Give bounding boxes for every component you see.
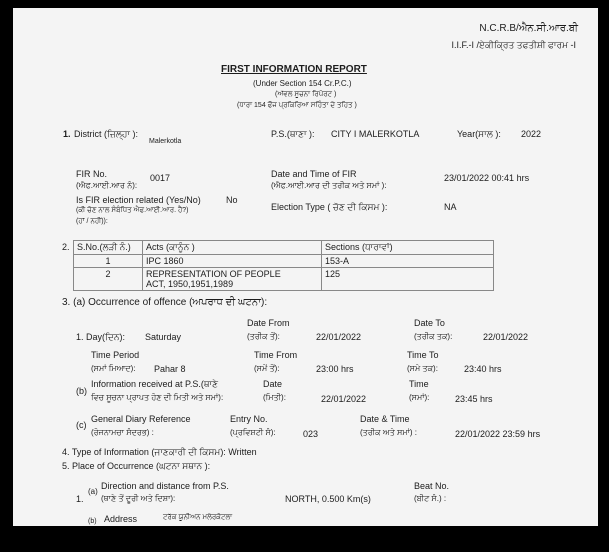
page-title: FIRST INFORMATION REPORT [221,64,367,75]
col-sno: S.No.(ਲੜੀ ਨੰ.) [74,241,143,255]
date-to-punjabi: (ਤਰੀਕ ਤਕ): [414,332,453,341]
info-type: 4. Type of Information (ਜਾਣਕਾਰੀ ਦੀ ਕਿਸਮ): Written [62,447,257,457]
entry-no-label: Entry No. [230,414,268,424]
table-row [74,255,494,268]
time-period-label: Time Period [91,350,140,360]
info-date-label: Date [263,379,283,389]
col-sections: Sections (ਧਾਰਾਵਾਂ) [322,241,494,255]
row-act-line: REPRESENTATION OF PEOPLE [146,269,281,279]
date-to-value: 22/01/2022 [483,332,529,342]
row-act [143,268,322,291]
info-time-punjabi: (ਸਮਾਂ): [409,393,430,402]
fir-no-punjabi: (ਐਫ.ਆਈ.ਆਰ ਨੰ): [76,181,138,190]
place-heading: 5. Place of Occurrence (ਘਟਨਾ ਸਥਾਨ ): [62,461,211,471]
acts-table-header [74,241,494,255]
row-section: 153-A [322,255,494,268]
district-value: Malerkotla [149,138,182,145]
row-sno: 2 [74,268,143,291]
info-received-punjabi: ਵਿਚ ਸੂਚਨਾ ਪ੍ਰਾਪਤ ਹੋਣ ਦੀ ਮਿਤੀ ਅਤੇ ਸਮਾਂ): [91,393,224,402]
info-date-value: 22/01/2022 [321,394,367,404]
fir-document [13,8,598,526]
under-section: (Under Section 154 Cr.P.C.) [253,79,352,88]
fir-no-label: FIR No. [76,169,108,179]
beat-no-label: Beat No. [414,481,450,491]
entry-no-punjabi: (ਪ੍ਰਵਿਸ਼ਟੀ ਸੰ): [230,428,276,437]
row-sno: 1 [74,255,143,268]
gd-datetime-value: 22/01/2022 23:59 hrs [455,429,541,439]
direction-label: Direction and distance from P.S. [101,481,229,491]
place-item-number: 1. [76,494,84,504]
time-from-punjabi: (ਸਮੇਂ ਤੋਂ): [254,364,280,373]
b-marker-place: (b) [88,518,97,525]
day-label: 1. Day(ਦਿਨ): [76,332,125,342]
direction-value: NORTH, 0.500 Km(s) [285,494,371,504]
item-number-2: 2. [62,242,70,252]
row-act-line: IPC 1860 [146,256,184,266]
time-to-label: Time To [407,350,439,360]
col-acts: Acts (ਕਾਨੂੰਨ ) [143,241,322,255]
date-from-value: 22/01/2022 [316,332,362,342]
punjabi-section: (ਧਾਰਾ 154 ਫੌਜ ਪ੍ਰਕਿਰਿਆ ਸਹਿੰਤਾ ਦੇ ਤਹਿਤ ) [237,102,357,109]
table-row [74,268,494,291]
year-value: 2022 [521,129,542,139]
ncrb-label: N.C.R.B/ਐਨ.ਸੀ.ਆਰ.ਬੀ [479,23,578,34]
election-related-value: No [226,195,238,205]
iif-label: I.I.F.-I /ਏਕੀਕ੍ਰਿਤ ਤਫਤੀਸ਼ੀ ਫਾਰਮ -I [451,40,576,50]
time-from-value: 23:00 hrs [316,364,354,374]
date-from-label: Date From [247,318,290,328]
date-to-label: Date To [414,318,445,328]
time-to-value: 23:40 hrs [464,364,502,374]
time-from-label: Time From [254,350,298,360]
b-marker: (b) [76,386,87,396]
election-type-value: NA [444,202,457,212]
fir-no-value: 0017 [150,173,171,183]
time-period-punjabi: (ਸਮਾਂ ਮਿਆਦ): [91,364,136,373]
election-related-label: Is FIR election related (Yes/No) [76,195,201,205]
address-label: Address [104,514,138,524]
fir-datetime-punjabi: (ਐਫ.ਆਈ.ਆਰ ਦੀ ਤਰੀਕ ਅਤੇ ਸਮਾਂ ): [271,181,387,190]
item-number-1: 1. [63,129,71,139]
gd-punjabi: (ਰੋਜਨਾਮਚਾ ਸੰਦਰਭ) : [91,428,154,437]
district-label: District (ਜ਼ਿਲ੍ਹਾ ): [74,129,138,139]
date-from-punjabi: (ਤਰੀਕ ਤੋਂ): [247,332,280,341]
time-period-value: Pahar 8 [154,364,186,374]
election-related-punjabi-2: (ਹਾਂ / ਨਹੀਂ)): [76,218,108,225]
info-time-value: 23:45 hrs [455,394,493,404]
info-date-punjabi: (ਮਿਤੀ): [263,393,286,402]
ps-label: P.S.(ਥਾਣਾ ): [271,129,315,139]
direction-punjabi: (ਥਾਣੇ ਤੋਂ ਦੂਰੀ ਅਤੇ ਦਿਸ਼ਾ): [101,494,176,503]
address-value: ਟਰੱਕ ਯੂਨੀਅਨ ਮਲੇਰਕੋਟਲਾ [163,514,233,521]
fir-datetime-label: Date and Time of FIR [271,169,357,179]
time-to-punjabi: (ਸਮੇ ਤਕ): [407,364,438,373]
day-value: Saturday [145,332,182,342]
a-marker: (a) [88,487,98,496]
gd-datetime-punjabi: (ਤਰੀਕ ਅਤੇ ਸਮਾਂ) : [360,428,418,437]
entry-no-value: 023 [303,429,319,439]
acts-table [73,240,494,291]
c-marker: (c) [76,420,87,430]
election-type-label: Election Type ( ਚੋਣ ਦੀ ਕਿਸਮ ): [271,202,388,212]
occurrence-heading: 3. (a) Occurrence of offence (ਅਪਰਾਧ ਦੀ ਘਟਨਾ): [62,297,268,308]
fir-datetime-value: 23/01/2022 00:41 hrs [444,173,530,183]
beat-no-punjabi: (ਬੀਟ ਸੰ.) : [414,494,447,503]
election-related-punjabi: (ਕੀ ਚੋਣ ਨਾਲ ਸੰਬੰਧਿਤ ਐਫ.ਆਈ.ਆਰ. ਹੈ?) [76,207,189,214]
row-section: 125 [322,268,494,291]
year-label: Year(ਸਾਲ ): [457,129,501,139]
ps-value: CITY I MALERKOTLA [331,129,420,139]
punjabi-title: (ਅੱਵਲ ਸੂਚਨਾ ਰਿਪੋਰਟ ) [275,91,337,98]
gd-datetime-label: Date & Time [360,414,410,424]
gd-label: General Diary Reference [91,414,191,424]
info-received-label: Information received at P.S.(ਥਾਣੇ [91,379,219,389]
row-act [143,255,322,268]
row-act-line-2: ACT, 1950,1951,1989 [146,279,234,289]
info-time-label: Time [409,379,429,389]
